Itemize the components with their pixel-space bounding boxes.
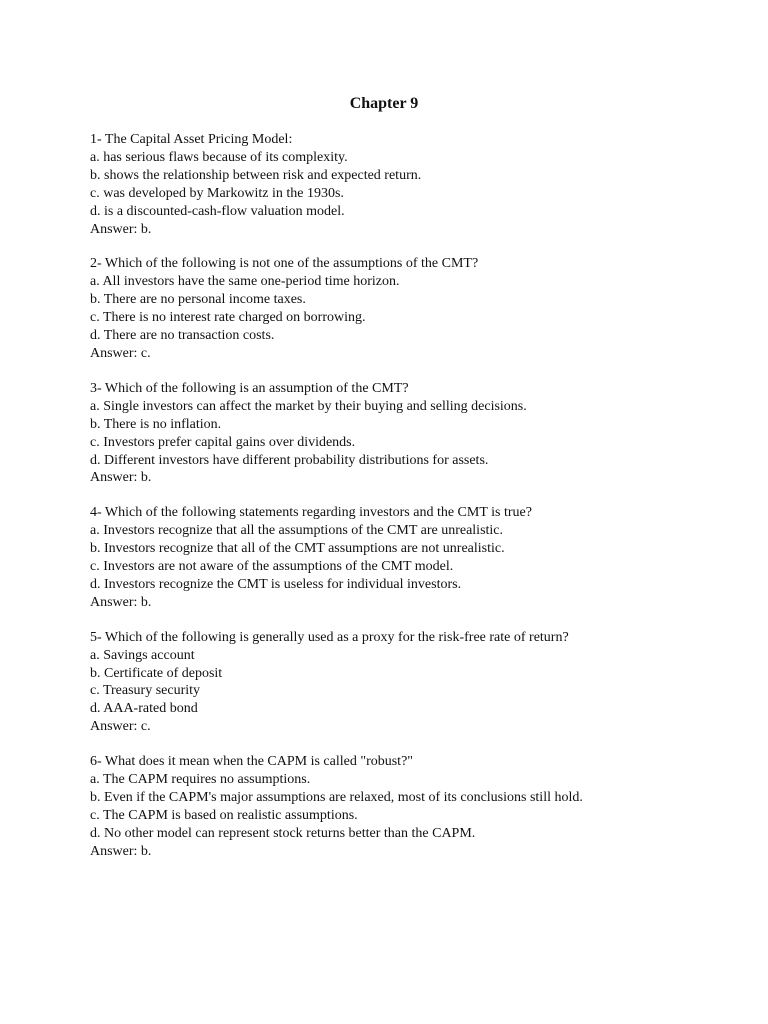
- question-2: [90, 255, 620, 362]
- option-c: c. Treasury security: [90, 683, 201, 699]
- question-prompt: 1- The Capital Asset Pricing Model:: [90, 132, 293, 147]
- option-a: a. The CAPM requires no assumptions.: [90, 772, 311, 788]
- option-a: a. Single investors can affect the market by their buying and selling decisions.: [90, 398, 527, 414]
- option-d: d. No other model can represent stock returns better than the CAPM.: [90, 825, 476, 841]
- option-a: a. Investors recognize that all the assumptions of the CMT are unrealistic.: [90, 523, 504, 539]
- question-5: [90, 629, 620, 736]
- answer: Answer: b.: [90, 470, 152, 486]
- option-d: d. Investors recognize the CMT is useless for individual investors.: [90, 576, 462, 592]
- question-prompt: 6- What does it mean when the CAPM is called "robust?": [90, 754, 413, 770]
- question-6: [90, 753, 620, 860]
- answer: Answer: b.: [90, 221, 152, 237]
- option-a: a. All investors have the same one-period time horizon.: [90, 274, 400, 290]
- answer: Answer: b.: [90, 594, 152, 610]
- option-c: c. There is no interest rate charged on borrowing.: [90, 310, 366, 326]
- answer: Answer: c.: [90, 345, 151, 361]
- option-c: c. Investors are not aware of the assumptions of the CMT model.: [90, 559, 454, 575]
- option-a: a. Savings account: [90, 647, 195, 663]
- question-list: [90, 131, 620, 878]
- option-c: c. Investors prefer capital gains over dividends.: [90, 434, 356, 450]
- option-b: b. There are no personal income taxes.: [90, 292, 306, 308]
- question-prompt: 2- Which of the following is not one of the assumptions of the CMT?: [90, 256, 479, 272]
- option-b: b. Investors recognize that all of the CMT assumptions are not unrealistic.: [90, 541, 505, 557]
- option-d: d. Different investors have different probability distributions for assets.: [90, 452, 489, 468]
- answer: Answer: c.: [90, 719, 151, 735]
- question-prompt: 3- Which of the following is an assumption of the CMT?: [90, 380, 409, 396]
- option-d: d. is a discounted-cash-flow valuation model.: [90, 203, 345, 219]
- question-3: [90, 380, 620, 487]
- question-4: [90, 504, 620, 611]
- option-b: b. shows the relationship between risk and expected return.: [90, 167, 422, 183]
- option-b: b. There is no inflation.: [90, 416, 222, 432]
- answer: Answer: b.: [90, 843, 152, 859]
- question-1: [90, 131, 620, 238]
- option-b: b. Even if the CAPM's major assumptions are relaxed, most of its conclusions still hold.: [90, 790, 583, 805]
- option-c: c. The CAPM is based on realistic assumptions.: [90, 807, 358, 823]
- option-b: b. Certificate of deposit: [90, 665, 223, 681]
- option-c: c. was developed by Markowitz in the 1930s.: [90, 185, 344, 201]
- question-prompt: 5- Which of the following is generally used as a proxy for the risk-free rate of return?: [90, 629, 569, 645]
- option-a: a. has serious flaws because of its complexity.: [90, 149, 348, 165]
- option-d: d. There are no transaction costs.: [90, 328, 275, 344]
- chapter-title: Chapter 9: [349, 95, 419, 112]
- question-prompt: 4- Which of the following statements regarding investors and the CMT is true?: [90, 505, 532, 521]
- option-d: d. AAA-rated bond: [90, 701, 198, 717]
